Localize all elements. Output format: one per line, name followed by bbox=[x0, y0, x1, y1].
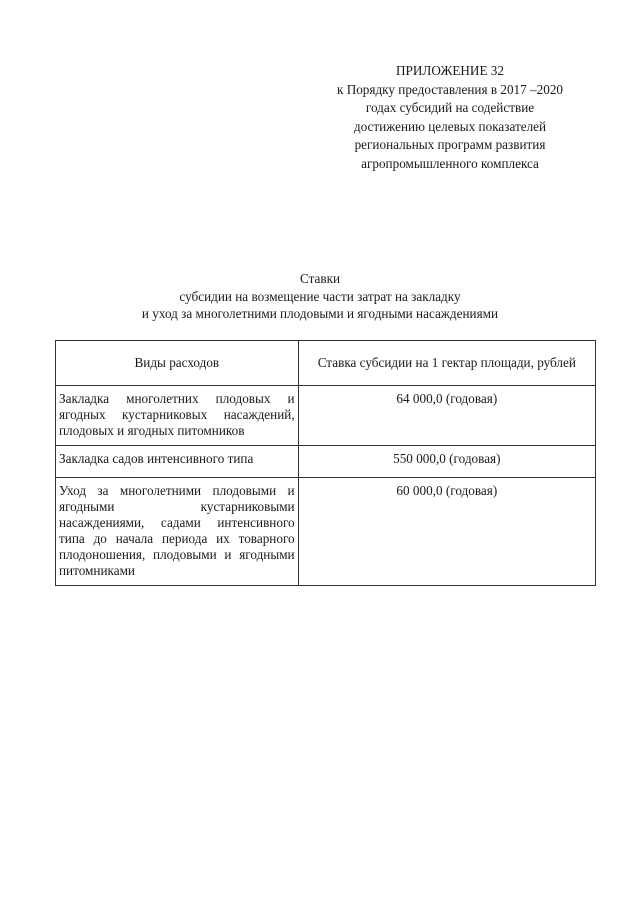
appendix-line: к Порядку предоставления в 2017 –2020 bbox=[336, 81, 564, 97]
table-row bbox=[56, 478, 596, 586]
table-row bbox=[56, 446, 596, 478]
heading-line: и уход за многолетними плодовыми и ягодными насаждениями bbox=[141, 306, 499, 321]
table-header-row bbox=[56, 341, 596, 386]
appendix-line: годах субсидий на содействие bbox=[365, 100, 535, 115]
table-row bbox=[56, 386, 596, 446]
rate-cell: 60 000,0 (годовая) bbox=[298, 478, 595, 586]
expense-type-cell: Уход за многолетними плодовыми и ягодными кустарниковыми насаждениями, садами интенсивного типа до начала периода их товарного плодоношения, плодовыми и ягодными питомниками bbox=[56, 478, 299, 586]
header-rate-per-hectare: Ставка субсидии на 1 гектар площади, рублей bbox=[298, 341, 595, 386]
appendix-line: региональных программ развития bbox=[354, 137, 546, 152]
expense-type-cell: Закладка многолетних плодовых и ягодных кустарниковых насаждений, плодовых и ягодных питомников bbox=[56, 386, 299, 446]
appendix-line: агропромышленного комплекса bbox=[361, 155, 539, 171]
expense-type-cell: Закладка садов интенсивного типа bbox=[56, 446, 299, 478]
header-expense-types: Виды расходов bbox=[56, 341, 299, 386]
heading-line: субсидии на возмещение части затрат на закладку bbox=[179, 288, 461, 304]
document-heading bbox=[0, 270, 640, 323]
subsidy-rates-table bbox=[55, 340, 596, 586]
appendix-line: достижению целевых показателей bbox=[353, 118, 547, 134]
heading-title: Ставки bbox=[299, 271, 341, 286]
appendix-title: ПРИЛОЖЕНИЕ 32 bbox=[396, 63, 504, 78]
rate-cell: 64 000,0 (годовая) bbox=[298, 386, 595, 446]
rate-cell: 550 000,0 (годовая) bbox=[298, 446, 595, 478]
appendix-block bbox=[300, 62, 600, 173]
